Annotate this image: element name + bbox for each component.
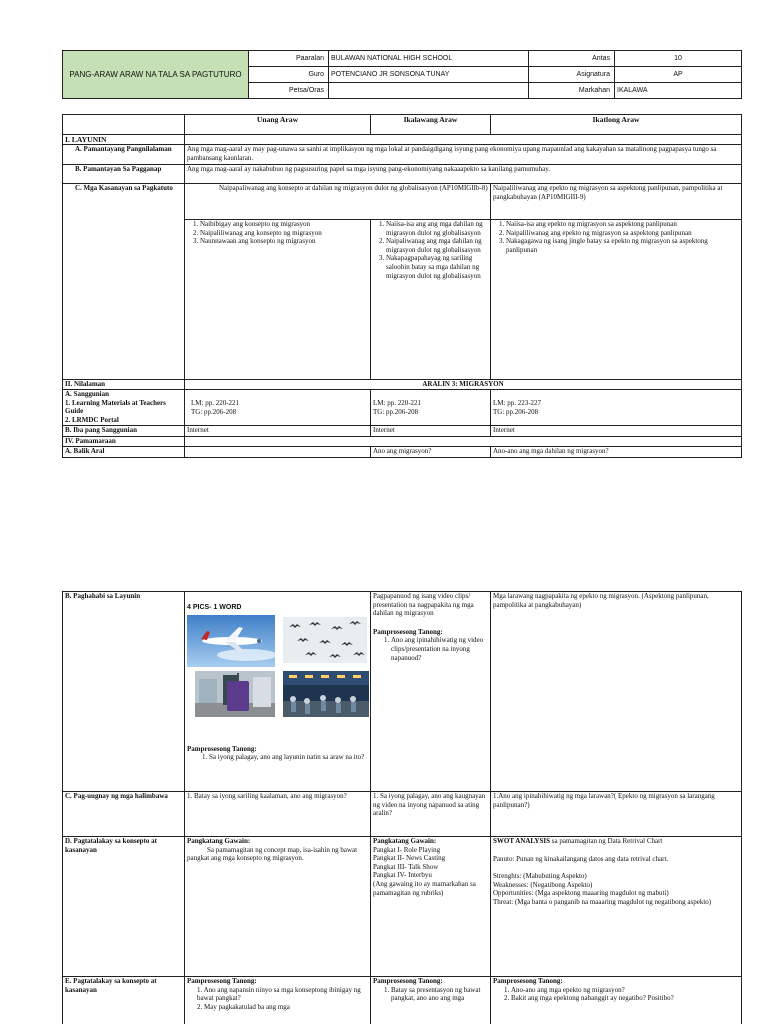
column-header-day2: Ikalawang Araw [371, 115, 491, 135]
pagtatalakay-d-day3 [491, 837, 742, 977]
list-item: Pangkat IV- Interbyu [373, 871, 432, 880]
balik-aral-day3: Ano-ano ang mga dahilan ng migrasyon? [491, 447, 742, 458]
list-item: 1. Ano ang ipinahihiwatig ng video clips/presentation na inyong napanuod? [391, 636, 488, 662]
lm-tg-label: 1. Learning Materials at Teachers Guide [65, 398, 166, 416]
list-item: 2. Naipaliliwanag ang epekto ng migrasyon sa aspektong panlipunan [506, 229, 739, 238]
list-item: 1. Naiisa-isa ang epekto ng migrasyon sa aspektong panlipunan [506, 220, 739, 229]
paghahabi-day1 [185, 592, 371, 792]
pangkatang-gawain-label: Pangkatang Gawain: [373, 837, 437, 845]
pagtatalakay-e-label: E. Pagtatalakay sa konsepto at kasanayan [63, 977, 185, 1024]
paghahabi-label: B. Paghahabi sa Layunin [63, 592, 185, 792]
tg-pages: TG: pp.206-208 [493, 407, 539, 416]
lesson-plan-table-page2 [62, 591, 742, 1024]
pagtatalakay-d-day2 [371, 837, 491, 977]
kasanayan-day3-text: Naipaliliwanag ang epekto ng migrasyon sa aspektong panlipunan, pampolitika at pangkabuhayan (AP10MIGIII-9) [491, 184, 742, 220]
list-item: 3. Naunnawaan ang konsepto ng migrasyon [200, 237, 368, 246]
iba-pang-sanggunian-label: B. Iba pang Sanggunian [63, 426, 185, 437]
list-item: 2. Naipaliwanag ang mga dahilan ng migrasyon dulot ng globalisasyon [386, 237, 488, 254]
lm-pages: LM: pp. 220-221 [191, 399, 240, 407]
swot-opportunities: Opportunities: (Mga aspektong maaaring magdulot ng mabuti) [493, 889, 669, 898]
pamprosesong-tanong-label: Pamprosesong Tanong: [493, 977, 563, 985]
pangkatang-gawain-label: Pangkatang Gawain: [187, 837, 251, 845]
pag-uugnay-day2: 1. Sa iyong palagay, ano ang kaugnayan ng video na inyong napanuod sa ating aralin? [371, 792, 491, 837]
balik-aral-day2: Ano ang migrasyon? [371, 447, 491, 458]
layunin-empty [185, 135, 742, 145]
four-pics-title: 4 PICS- 1 WORD [187, 604, 242, 611]
guro-value: POTENCIANO JR SONSONA TUNAY [329, 67, 529, 83]
list-item: 2. Bakit ang mga epektong nabanggit ay negatibo? Positibo? [511, 994, 739, 1003]
swot-weaknesses: Weaknesses: (Negatibong Aspekto) [493, 880, 593, 889]
kasanayan-day12-text: Naipapaliwanag ang konsepto at dahilan ng migrasyon dulot ng globalisasyon (AP10MIGIIb-8) [185, 184, 491, 220]
pamantayan-sa-pagganap-label: B. Pamantayan Sa Pagganap [63, 165, 185, 184]
column-header-day3: Ikatlong Araw [491, 115, 742, 135]
pamantayang-pangnilalaman-label: A. Pamantayang Pangnilalaman [63, 145, 185, 165]
list-item: 2. May pagkakatulad ba ang mga [197, 1002, 290, 1011]
document-title: PANG-ARAW ARAW NA TALA SA PAGTUTURO [63, 51, 249, 99]
pamamaraan-empty [185, 437, 742, 447]
day1-references [185, 390, 371, 426]
lm-pages: LM: pp. 220-221 [373, 399, 422, 407]
pamprosesong-tanong-label: Pamprosesong Tanong: [187, 744, 257, 753]
asignatura-value: AP [615, 67, 742, 83]
paaralan-label: Paaralan [249, 51, 329, 67]
list-item: 1. Ano-ano ang mga epekto ng migrasyon? [511, 986, 739, 995]
list-item: 1. Ano ang napansin ninyo sa mga konseptong ibinigay ng bawat pangkat? [197, 985, 361, 1003]
tg-pages: TG: pp.206-208 [191, 407, 237, 416]
balik-aral-label: A. Balik Aral [63, 447, 185, 458]
balik-aral-day1 [185, 447, 371, 458]
video-activity-text: Pagpapanuod ng isang video clips/ presentation na nagpapakita ng mga dahilan ng migrasyon [373, 592, 474, 618]
nilalaman-label: II. Nilalaman [63, 380, 185, 390]
swot-strengths: Strenghts: (Mabubuting Aspekto) [493, 872, 587, 881]
paghahabi-day3: Mga larawang nagpapakita ng epekto ng migrasyon. (Aspektong panlipunan, pampolitika at pangkabuhayan) [491, 592, 742, 792]
lm-pages: LM: pp. 223-227 [493, 399, 542, 407]
markahan-value: IKALAWA [615, 83, 742, 99]
sanggunian-cell [63, 390, 185, 426]
asignatura-label: Asignatura [529, 67, 615, 83]
list-item: Pangkat III- Talk Show [373, 862, 439, 871]
list-item: Pangkat II- News Casting [373, 854, 446, 863]
day3-objectives [491, 220, 742, 380]
swot-threat: Threat: (Mga banta o panganib na maaaring magdulot ng negatibong aspekto) [493, 897, 712, 906]
pamprosesong-tanong-label: Pamprosesong Tanong: [187, 977, 257, 985]
list-item: 2. Naipaliliwanag ang konsepto ng migrasyon [200, 229, 368, 238]
concept-map-text: Sa pamamagitan ng concept map, isa-isahin ng bawat pangkat ang mga konsepto ng migrasyon. [187, 845, 358, 863]
four-pics-images [187, 613, 368, 745]
paaralan-value: BULAWAN NATIONAL HIGH SCHOOL [329, 51, 529, 67]
birds-image [283, 617, 367, 663]
layunin-heading: I. LAYUNIN [63, 135, 185, 145]
pamprosesong-tanong-label: Pamprosesong Tanong: [373, 627, 443, 636]
tg-pages: TG: pp.206-208 [373, 407, 419, 416]
pag-uugnay-label: C. Pag-uugnay ng mga halimbawa [63, 792, 185, 837]
day2-references [371, 390, 491, 426]
day3-references [491, 390, 742, 426]
day2-objectives [371, 220, 491, 380]
sanggunian-label: A. Sanggunian [65, 390, 109, 398]
list-item: Pangkat I- Role Playing [373, 845, 441, 854]
pagtatalakay-d-day1 [185, 837, 371, 977]
pamamaraan-label: IV. Pamamaraan [63, 437, 185, 447]
list-item: 1. Sa iyong palagay, ano ang layunin natin sa araw na ito? [209, 753, 368, 762]
internet-day1: Internet [185, 426, 371, 437]
header-table [62, 50, 742, 99]
internet-day3: Internet [491, 426, 742, 437]
paghahabi-day2 [371, 592, 491, 792]
pagtatalakay-e-day1 [185, 977, 371, 1024]
swot-panuto: Panuto: Punan ng kinakailangang datos ang data retrival chart. [493, 854, 669, 863]
lrmdc-label: 2. LRMDC Portal [65, 415, 119, 424]
pag-uugnay-day3: 1.Ano ang ipinahihiwatig ng mga larawan?( Epekto ng migrasyon sa larangang panlipunan?) [491, 792, 742, 837]
list-item: 1. Batay sa presentasyon ng bawat pangkat, ano ano ang mga [391, 986, 488, 1003]
guro-label: Guro [249, 67, 329, 83]
pagtatalakay-d-label: D. Pagtatalakay sa konsepto at kasanayan [63, 837, 185, 977]
airport-terminal-image [283, 671, 369, 717]
column-header-day1: Unang Araw [185, 115, 371, 135]
pagtatalakay-e-day2 [371, 977, 491, 1024]
pamantayang-pangnilalaman-text: Ang mga mag-aaral ay may pag-unawa sa sanhi at implikasyon ng mga lokal at pandaigdigang isyung pang ekonomiya upang mapaunlad ang kakayahan sa matalinong pagpapasya tungo sa pambansang kaunlaran. [185, 145, 742, 165]
pamprosesong-tanong-label: Pamprosesong Tanong: [373, 977, 443, 985]
antas-value: 10 [615, 51, 742, 67]
day1-objectives [185, 220, 371, 380]
list-item: 1. Naibibigay ang konsepto ng migrasyon [200, 220, 368, 229]
swot-title: SWOT ANALYSIS [493, 837, 551, 845]
lesson-plan-table [62, 114, 742, 458]
travel-luggage-image [195, 671, 275, 717]
petsa-label: Petsa/Oras [249, 83, 329, 99]
markahan-label: Markahan [529, 83, 615, 99]
airplane-image [187, 615, 275, 667]
list-item: 3. Nakapagpapahayag ng sariling saloobin batay sa mga dahilan ng migrasyon dulot ng globalisasyon [386, 254, 488, 280]
list-item: 1. Naiisa-isa ang ang mga dahilan ng migrasyon dulot ng globalisasyon [386, 220, 488, 237]
list-item: (Ang gawaing ito ay mamarkahan sa pamamagitan ng rubriks) [373, 879, 476, 897]
nilalaman-value: ARALIN 3: MIGRASYON [185, 380, 742, 390]
antas-label: Antas [529, 51, 615, 67]
swot-title-rest: sa pamamagitan ng Data Retrival Chart [550, 837, 663, 845]
list-item: 3. Nakagagawa ng isang jingle batay sa epekto ng migrasyon sa aspektong panlipunan [506, 237, 739, 254]
kasanayan-label: C. Mga Kasanayan sa Pagkatuto [63, 184, 185, 380]
internet-day2: Internet [371, 426, 491, 437]
corner-cell [63, 115, 185, 135]
petsa-value [329, 83, 529, 99]
pag-uugnay-day1: 1. Batay sa iyong sariling kaalaman, ano ang migrasyon? [185, 792, 371, 837]
pamantayan-sa-pagganap-text: Ang mga mag-aaral ay nakabubuo ng pagsusuring papel sa mga isyung pang-ekonomiyang nakaaapekto sa kanilang pamumuhay. [185, 165, 742, 184]
pagtatalakay-e-day3 [491, 977, 742, 1024]
